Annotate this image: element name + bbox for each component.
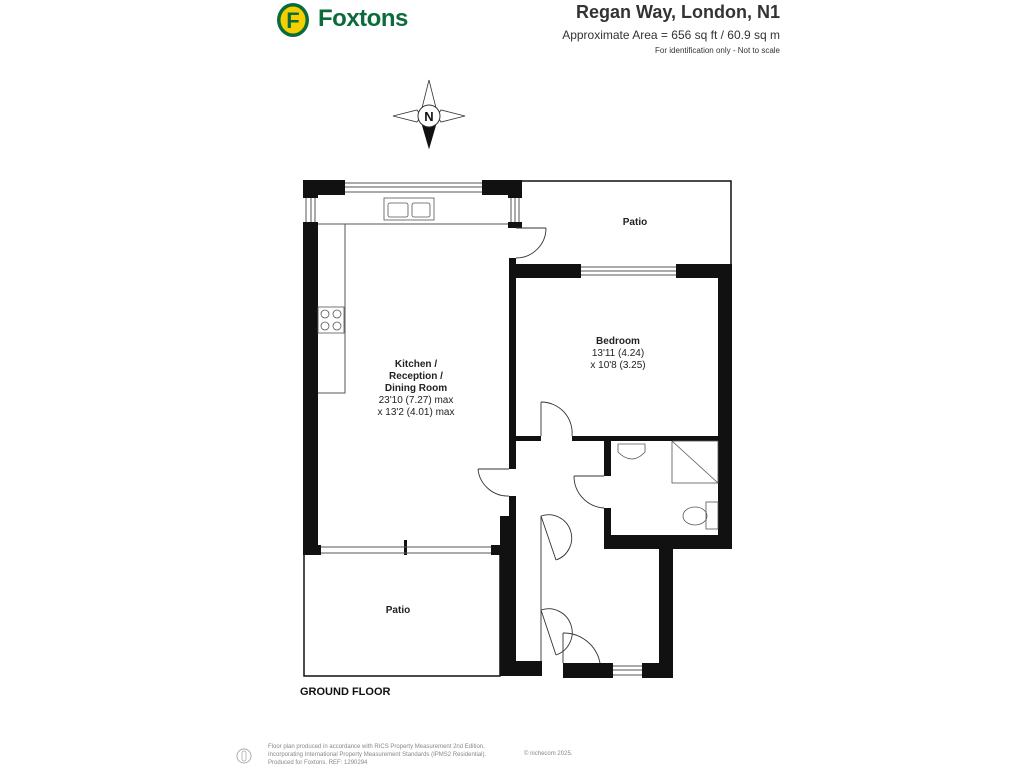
patio-top-label: Patio xyxy=(622,217,648,228)
doors xyxy=(478,228,604,663)
compass-icon xyxy=(393,80,465,148)
kitchen-dimension-2: x 13'2 (4.01) max xyxy=(377,407,455,418)
hob-icon xyxy=(318,307,344,333)
copyright-text: © nichecom 2025. xyxy=(524,751,573,757)
bedroom-dimension-2: x 10'8 (3.25) xyxy=(590,360,646,371)
walls xyxy=(303,180,732,678)
logo-letter: F xyxy=(286,8,300,33)
footer-line-1: Floor plan produced in accordance with RICS Property Measurement 2nd Edition, xyxy=(268,744,485,750)
measurement-standard-icon xyxy=(236,746,252,766)
kitchen-label-1: Kitchen / xyxy=(394,359,438,370)
brand-name: Foxtons xyxy=(318,5,408,32)
kitchen-label-2: Reception / xyxy=(389,371,443,382)
compass-north-label: N xyxy=(424,109,434,124)
property-title: Regan Way, London, N1 xyxy=(575,2,780,22)
bedroom-dimension-1: 13'11 (4.24) xyxy=(591,348,645,359)
kitchen-dimension-1: 23'10 (7.27) max xyxy=(378,395,454,406)
bedroom-label: Bedroom xyxy=(596,336,640,347)
sink-icon xyxy=(384,198,434,220)
kitchen-label-3: Dining Room xyxy=(384,383,448,394)
windows xyxy=(306,183,676,675)
bathroom-fixtures xyxy=(618,441,718,529)
patio-bottom-label: Patio xyxy=(385,605,411,616)
approximate-area: Approximate Area = 656 sq ft / 60.9 sq m xyxy=(562,28,780,42)
footer-line-3: Produced for Foxtons. REF: 1290294 xyxy=(268,760,368,766)
footer-text xyxy=(268,743,486,767)
floor-label: GROUND FLOOR xyxy=(300,686,391,698)
scale-note: For identification only - Not to scale xyxy=(655,46,780,55)
footer-line-2: Incorporating International Property Measurement Standards (IPMS2 Residential). xyxy=(268,752,487,758)
